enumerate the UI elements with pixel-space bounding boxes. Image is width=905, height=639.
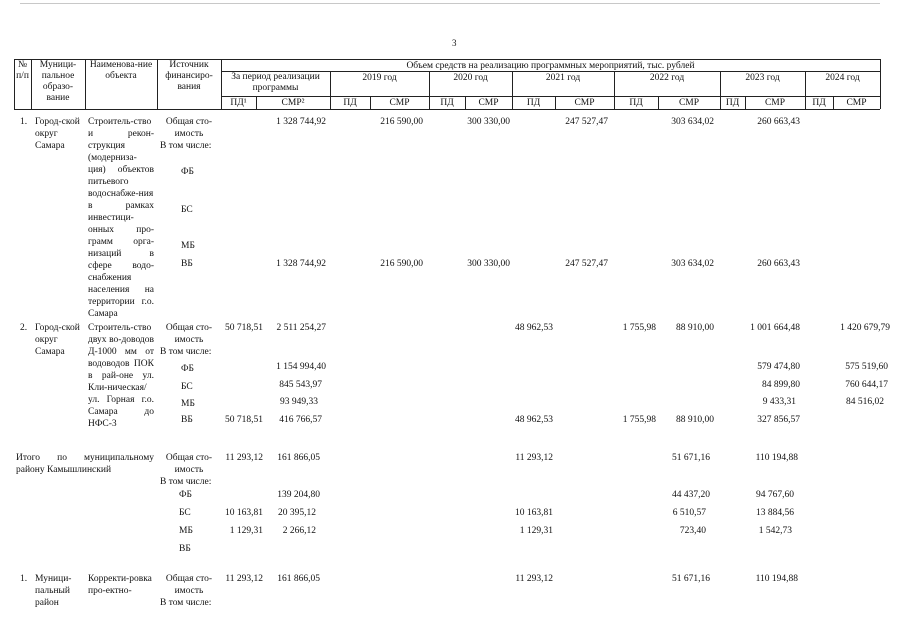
cell: 11 293,12 (225, 453, 263, 463)
source-bs: БС (181, 382, 193, 392)
header-year-2022: 2022 год (649, 73, 685, 83)
cell: 247 527,47 (565, 259, 608, 269)
header-smr: СМР (478, 98, 499, 108)
row-municipality: Муници-пальный район (35, 574, 72, 608)
cell: 88 910,00 (676, 415, 714, 425)
header-pd: ПД (440, 98, 454, 108)
cell: 1 420 679,79 (840, 323, 890, 333)
header-year-2019: 2019 год (362, 73, 397, 83)
header-pd: ПД (629, 98, 643, 108)
source-total: Общая сто-имость (165, 323, 213, 345)
cell: 1 129,31 (229, 526, 263, 536)
cell: 11 293,12 (515, 574, 553, 584)
row-object: Корректи-ровка про-ектно- (88, 574, 152, 596)
cell: 48 962,53 (515, 415, 553, 425)
source-mb: МБ (181, 241, 195, 251)
source-vb: ВБ (179, 544, 191, 554)
header-year-2020: 2020 год (453, 73, 488, 83)
top-rule (20, 3, 880, 4)
source-incl: В том числе: (160, 598, 212, 608)
cell: 6 510,57 (672, 508, 706, 518)
cell: 48 962,53 (515, 323, 553, 333)
cell: 1 328 744,92 (276, 117, 326, 127)
cell: 260 663,43 (757, 259, 800, 269)
cell: 575 519,60 (845, 362, 888, 372)
header-num: № п/п (16, 60, 29, 81)
cell: 139 204,80 (277, 490, 320, 500)
header-source: Источник финансиро-вания (165, 60, 213, 92)
cell: 1 129,31 (519, 526, 553, 536)
cell: 94 767,60 (756, 490, 794, 500)
cell: 11 293,12 (515, 453, 553, 463)
source-total: Общая сто-имость (165, 574, 213, 596)
row-num: 1. (20, 117, 28, 127)
cell: 2 266,12 (282, 526, 316, 536)
header-pd: ПД (725, 98, 740, 108)
cell: 303 634,02 (671, 259, 714, 269)
source-total: Общая сто-имость (165, 117, 213, 139)
source-incl: В том числе: (160, 347, 212, 357)
header-year-2024: 2024 год (825, 73, 860, 83)
cell: 1 154 994,40 (276, 362, 326, 372)
total-label: Итого по муниципальному району Камышлинский (16, 453, 154, 475)
row-num: 1. (20, 574, 28, 584)
cell: 216 590,00 (380, 117, 423, 127)
cell: 110 194,88 (755, 574, 798, 584)
cell: 216 590,00 (380, 259, 423, 269)
cell: 10 163,81 (515, 508, 553, 518)
cell: 1 001 664,48 (750, 323, 800, 333)
source-mb: МБ (179, 526, 193, 536)
header-smr: СМР (846, 98, 867, 108)
source-mb: МБ (181, 399, 195, 409)
cell: 88 910,00 (676, 323, 714, 333)
header-period: За период реализации программы (231, 72, 320, 93)
source-fb: ФБ (181, 167, 194, 177)
header-year-2023: 2023 год (745, 73, 780, 83)
cell: 760 644,17 (845, 380, 888, 390)
header-smr: СМР (574, 98, 595, 108)
header-municipality: Муници-пальное образо-вание (39, 60, 77, 103)
cell: 51 671,16 (672, 453, 710, 463)
cell: 9 433,31 (762, 397, 796, 407)
header-pd: ПД (343, 98, 357, 108)
page-number: 3 (452, 38, 457, 48)
cell: 161 866,05 (277, 574, 320, 584)
cell: 723,40 (679, 526, 706, 536)
header-year-2021: 2021 год (545, 73, 581, 83)
cell: 1 755,98 (622, 323, 656, 333)
cell: 10 163,81 (225, 508, 263, 518)
header-pd: ПД (812, 98, 826, 108)
header-smr: СМР (678, 98, 700, 108)
header-smr: СМР (389, 98, 410, 108)
cell: 93 949,33 (280, 397, 318, 407)
cell: 2 511 254,27 (276, 323, 326, 333)
cell: 110 194,88 (755, 453, 798, 463)
cell: 161 866,05 (277, 453, 320, 463)
row-municipality: Город-ской округ Самара (35, 117, 80, 151)
cell: 50 718,51 (225, 415, 263, 425)
row-object: Строитель-ство двух во-доводов Д-1000 мм от водоводов ПОК в рай-оне ул. Кли-ническая/ ул. Горная г.о. Самара до НФС-3 (88, 323, 154, 429)
cell: 44 437,20 (672, 490, 710, 500)
source-incl: В том числе: (160, 141, 212, 151)
cell: 51 671,16 (672, 574, 710, 584)
row-object: Строитель-ство и рекон-струкция (модерниза-ция) объектов питьевого водоснабже-ния в рамках инвестици-онных про-грамм орга-низаций в сфере водо-снабжения населения на территории г.о. Самара (88, 117, 154, 319)
header-pd: ПД¹ (230, 98, 247, 108)
source-bs: БС (179, 508, 191, 518)
cell: 13 884,56 (756, 508, 794, 518)
source-fb: ФБ (179, 490, 192, 500)
cell: 300 330,00 (467, 259, 510, 269)
cell: 84 516,02 (846, 397, 884, 407)
row-num: 2. (20, 323, 28, 333)
cell: 260 663,43 (757, 117, 800, 127)
cell: 327 856,57 (757, 415, 800, 425)
cell: 84 899,80 (762, 380, 800, 390)
source-bs: БС (181, 205, 193, 215)
source-vb: ВБ (181, 415, 193, 425)
cell: 1 328 744,92 (276, 259, 326, 269)
cell: 303 634,02 (671, 117, 714, 127)
cell: 416 766,57 (279, 415, 322, 425)
header-pd: ПД (526, 98, 541, 108)
row-municipality: Город-ской округ Самара (35, 323, 80, 357)
cell: 579 474,80 (757, 362, 800, 372)
cell: 1 542,73 (758, 526, 792, 536)
cell: 20 395,12 (278, 508, 316, 518)
source-fb: ФБ (181, 364, 194, 374)
source-total: Общая сто-имость (165, 453, 213, 475)
header-smr: СМР² (281, 98, 305, 108)
cell: 247 527,47 (565, 117, 608, 127)
cell: 50 718,51 (225, 323, 263, 333)
cell: 11 293,12 (225, 574, 263, 584)
header-volume: Объем средств на реализацию программных мероприятий, тыс. рублей (406, 61, 695, 71)
source-vb: ВБ (181, 259, 193, 269)
header-smr: СМР (764, 98, 786, 108)
header-object: Наименова-ние объекта (89, 60, 153, 81)
cell: 845 543,97 (279, 380, 322, 390)
cell: 1 755,98 (622, 415, 656, 425)
source-incl: В том числе: (160, 477, 212, 487)
cell: 300 330,00 (467, 117, 510, 127)
